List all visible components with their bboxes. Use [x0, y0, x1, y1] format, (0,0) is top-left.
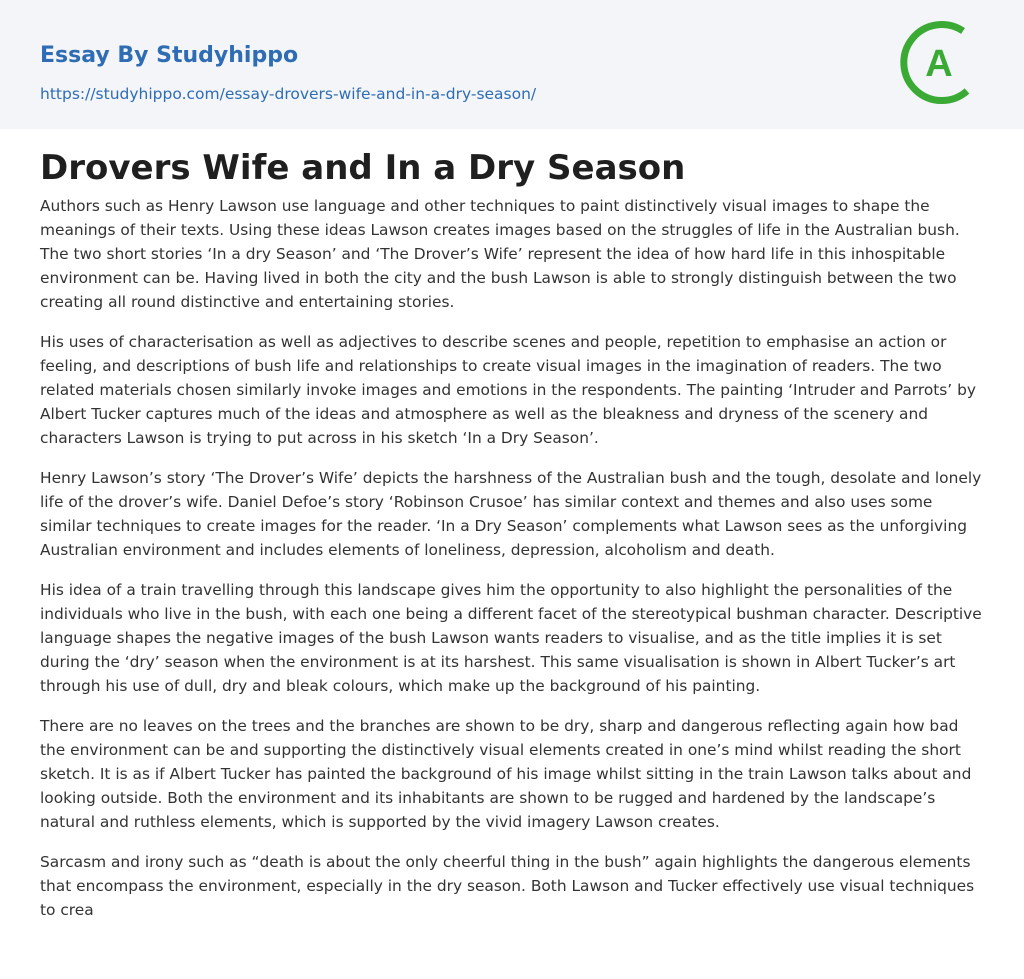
essay-paragraph: His uses of characterisation as well as adjectives to describe scenes and people, repetition to emphasise an action or feeling, and descriptions of bush life and relationships to create visual images in the imagination of readers. The two related materials chosen similarly invoke images and emotions in the respondents. The painting ‘Intruder and Parrots’ by Albert Tucker captures much of the ideas and atmosphere as well as the bleakness and dryness of the scenery and characters Lawson is trying to put across in his sketch ‘In a Dry Season’.	[40, 333, 976, 447]
essay-url-link[interactable]: https://studyhippo.com/essay-drovers-wife-and-in-a-dry-season/	[40, 85, 537, 103]
essay-paragraph: Henry Lawson’s story ‘The Drover’s Wife’ depicts the harshness of the Australian bush and the tough, desolate and lonely life of the drover’s wife. Daniel Defoe’s story ‘Robinson Crusoe’ has similar context and themes and also uses some similar techniques to create images for the reader. ‘In a Dry Season’ complements what Lawson sees as the unforgiving Australian environment and includes elements of loneliness, depression, alcoholism and death.	[40, 469, 982, 559]
essay-paragraph: His idea of a train travelling through this landscape gives him the opportunity to also highlight the personalities of the individuals who live in the bush, with each one being a different facet of the stereotypical bushman character. Descriptive language shapes the negative images of the bush Lawson wants readers to visualise, and as the title implies it is set during the ‘dry’ season when the environment is at its harshest. This same visualisation is shown in Albert Tucker’s art through his use of dull, dry and bleak colours, which make up the background of his painting.	[40, 581, 982, 695]
studyhippo-logo-icon[interactable]	[897, 18, 987, 106]
essay-paragraph: Sarcasm and irony such as “death is about the only cheerful thing in the bush” again highlights the dangerous elements that encompass the environment, especially in the dry season. Both Lawson and Tucker effectively use visual techniques to crea	[40, 853, 975, 919]
essay-title-block	[40, 146, 984, 190]
essay-paragraph: Authors such as Henry Lawson use language and other techniques to paint distinctively visual images to shape the meanings of their texts. Using these ideas Lawson creates images based on the struggles of life in the Australian bush. The two short stories ‘In a dry Season’ and ‘The Drover’s Wife’ represent the idea of how hard life in this inhospitable environment can be. Having lived in both the city and the bush Lawson is able to strongly distinguish between the two creating all round distinctive and entertaining stories.	[40, 197, 960, 311]
page-title: Drovers Wife and In a Dry Season	[40, 148, 686, 188]
site-title[interactable]: Essay By Studyhippo	[40, 43, 299, 68]
essay-paragraph: There are no leaves on the trees and the branches are shown to be dry, sharp and dangerous reflecting again how bad the environment can be and supporting the distinctively visual elements created in one’s mind whilst reading the short sketch. It is as if Albert Tucker has painted the background of his image whilst sitting in the train Lawson talks about and looking outside. Both the environment and its inhabitants are shown to be rugged and hardened by the landscape’s natural and ruthless elements, which is supported by the vivid imagery Lawson creates.	[40, 717, 972, 831]
essay-body	[40, 194, 988, 938]
site-header	[0, 0, 1024, 129]
logo-letter: A	[925, 43, 953, 85]
